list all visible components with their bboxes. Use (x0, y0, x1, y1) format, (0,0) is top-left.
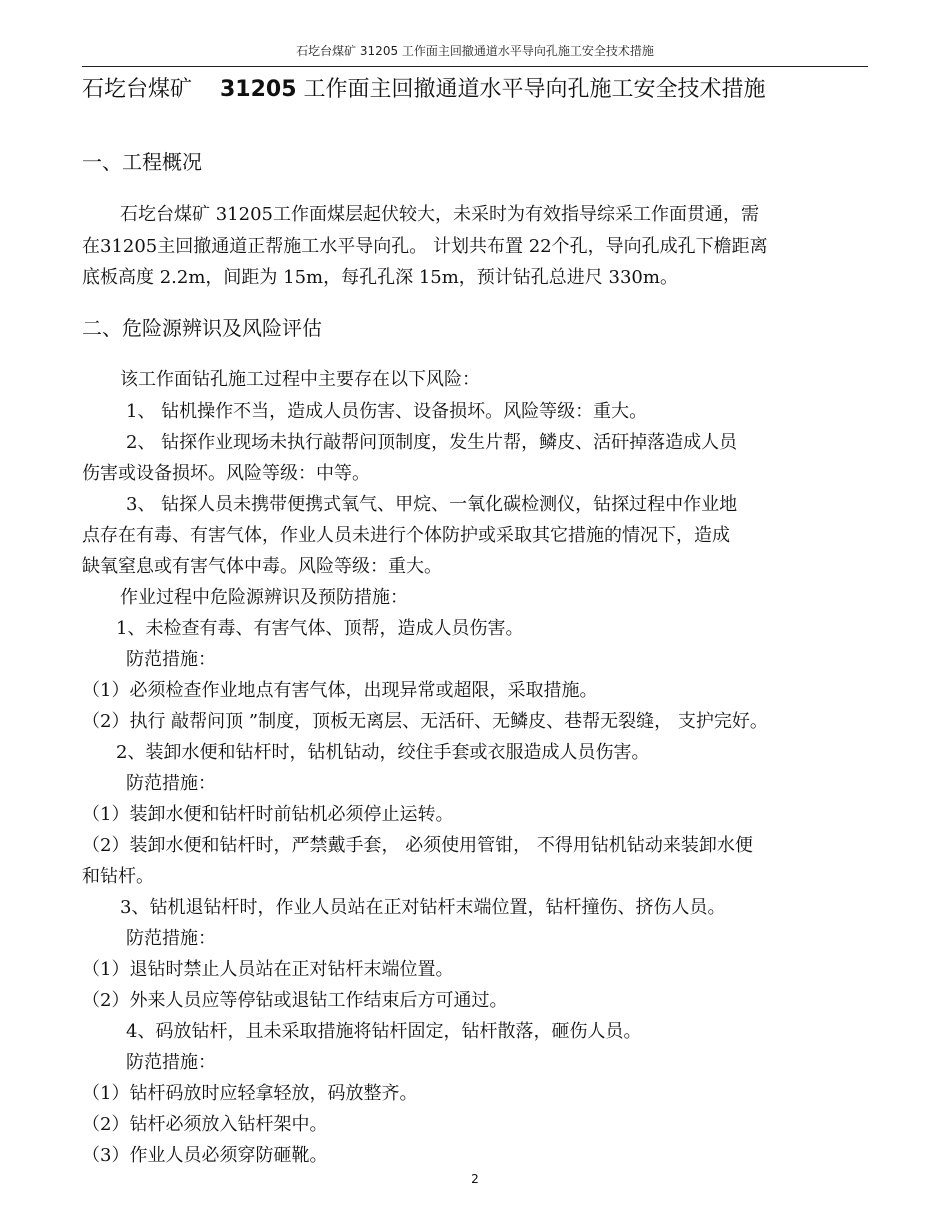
hazard-item: 4、码放钻杆，且未采取措施将钻杆固定，钻杆散落，砸伤人员。 (126, 1021, 642, 1042)
measures-label: 防范措施： (126, 1052, 216, 1073)
list-item: 1、 钻机操作不当，造成人员伤害、设备损坏。风险等级：重大。 (126, 401, 648, 422)
measure-item: （1）装卸水便和钻杆时前钻机必须停止运转。 (82, 804, 454, 825)
measure-item: （2）执行 敲帮问顶 ”制度，顶板无离层、无活矸、无鳞皮、巷帮无裂缝， 支护完好。 (82, 711, 768, 732)
hazard-item: 1、未检查有毒、有害气体、顶帮，造成人员伤害。 (116, 618, 524, 639)
measure-item: （1）退钻时禁止人员站在正对钻杆末端位置。 (82, 959, 454, 980)
paragraph-line: 在31205主回撤通道正帮施工水平导向孔。 计划共布置 22个孔，导向孔成孔下檐距离 (82, 236, 768, 257)
title-rest: 工作面主回撤通道水平导向孔施工安全技术措施 (303, 77, 766, 102)
header-divider (82, 66, 868, 67)
title-number: 31205 (220, 77, 297, 102)
measure-item: （1）必须检查作业地点有害气体，出现异常或超限，采取措施。 (82, 680, 598, 701)
hazard-item: 2、装卸水便和钻杆时，钻机钻动，绞住手套或衣服造成人员伤害。 (116, 742, 650, 763)
list-item-continuation: 点存在有毒、有害气体，作业人员未进行个体防护或采取其它措施的情况下，造成 (82, 525, 730, 546)
section-heading-hazards: 二、危险源辨识及风险评估 (82, 316, 322, 340)
paragraph-line: 该工作面钻孔施工过程中主要存在以下风险： (120, 369, 480, 390)
page-number: 2 (471, 1172, 479, 1186)
paragraph-line: 底板高度 2.2m，间距为 15m，每孔孔深 15m，预计钻孔总进尺 330m。 (82, 267, 678, 288)
running-header: 石圪台煤矿 31205 工作面主回撤通道水平导向孔施工安全技术措施 (296, 44, 654, 58)
list-item: 3、 钻探人员未携带便携式氧气、甲烷、一氧化碳检测仪，钻探过程中作业地 (126, 494, 738, 515)
list-item-continuation: 缺氧窒息或有害气体中毒。风险等级：重大。 (82, 556, 442, 577)
section-heading-overview: 一、工程概况 (82, 150, 202, 174)
measure-item: （2）外来人员应等停钻或退钻工作结束后方可通过。 (82, 990, 508, 1011)
hazard-item: 3、钻机退钻杆时，作业人员站在正对钻杆末端位置，钻杆撞伤、挤伤人员。 (120, 897, 726, 918)
measure-item: （3）作业人员必须穿防砸靴。 (82, 1145, 328, 1166)
document-title (82, 72, 766, 103)
measures-label: 防范措施： (126, 928, 216, 949)
measures-label: 防范措施： (126, 773, 216, 794)
measure-item: （2）装卸水便和钻杆时，严禁戴手套， 必须使用管钳， 不得用钻机钻动来装卸水便 (82, 835, 753, 856)
measure-item-continuation: 和钻杆。 (82, 866, 154, 887)
subheading: 作业过程中危险源辨识及预防措施： (120, 587, 408, 608)
title-prefix: 石圪台煤矿 (82, 77, 193, 102)
measure-item: （2）钻杆必须放入钻杆架中。 (82, 1114, 328, 1135)
list-item: 2、 钻探作业现场未执行敲帮问顶制度，发生片帮，鳞皮、活矸掉落造成人员 (126, 432, 738, 453)
measure-item: （1）钻杆码放时应轻拿轻放，码放整齐。 (82, 1083, 418, 1104)
measures-label: 防范措施： (126, 649, 216, 670)
list-item-continuation: 伤害或设备损坏。风险等级：中等。 (82, 463, 370, 484)
paragraph-line: 石圪台煤矿 31205工作面煤层起伏较大，未采时为有效指导综采工作面贯通，需 (120, 204, 759, 225)
